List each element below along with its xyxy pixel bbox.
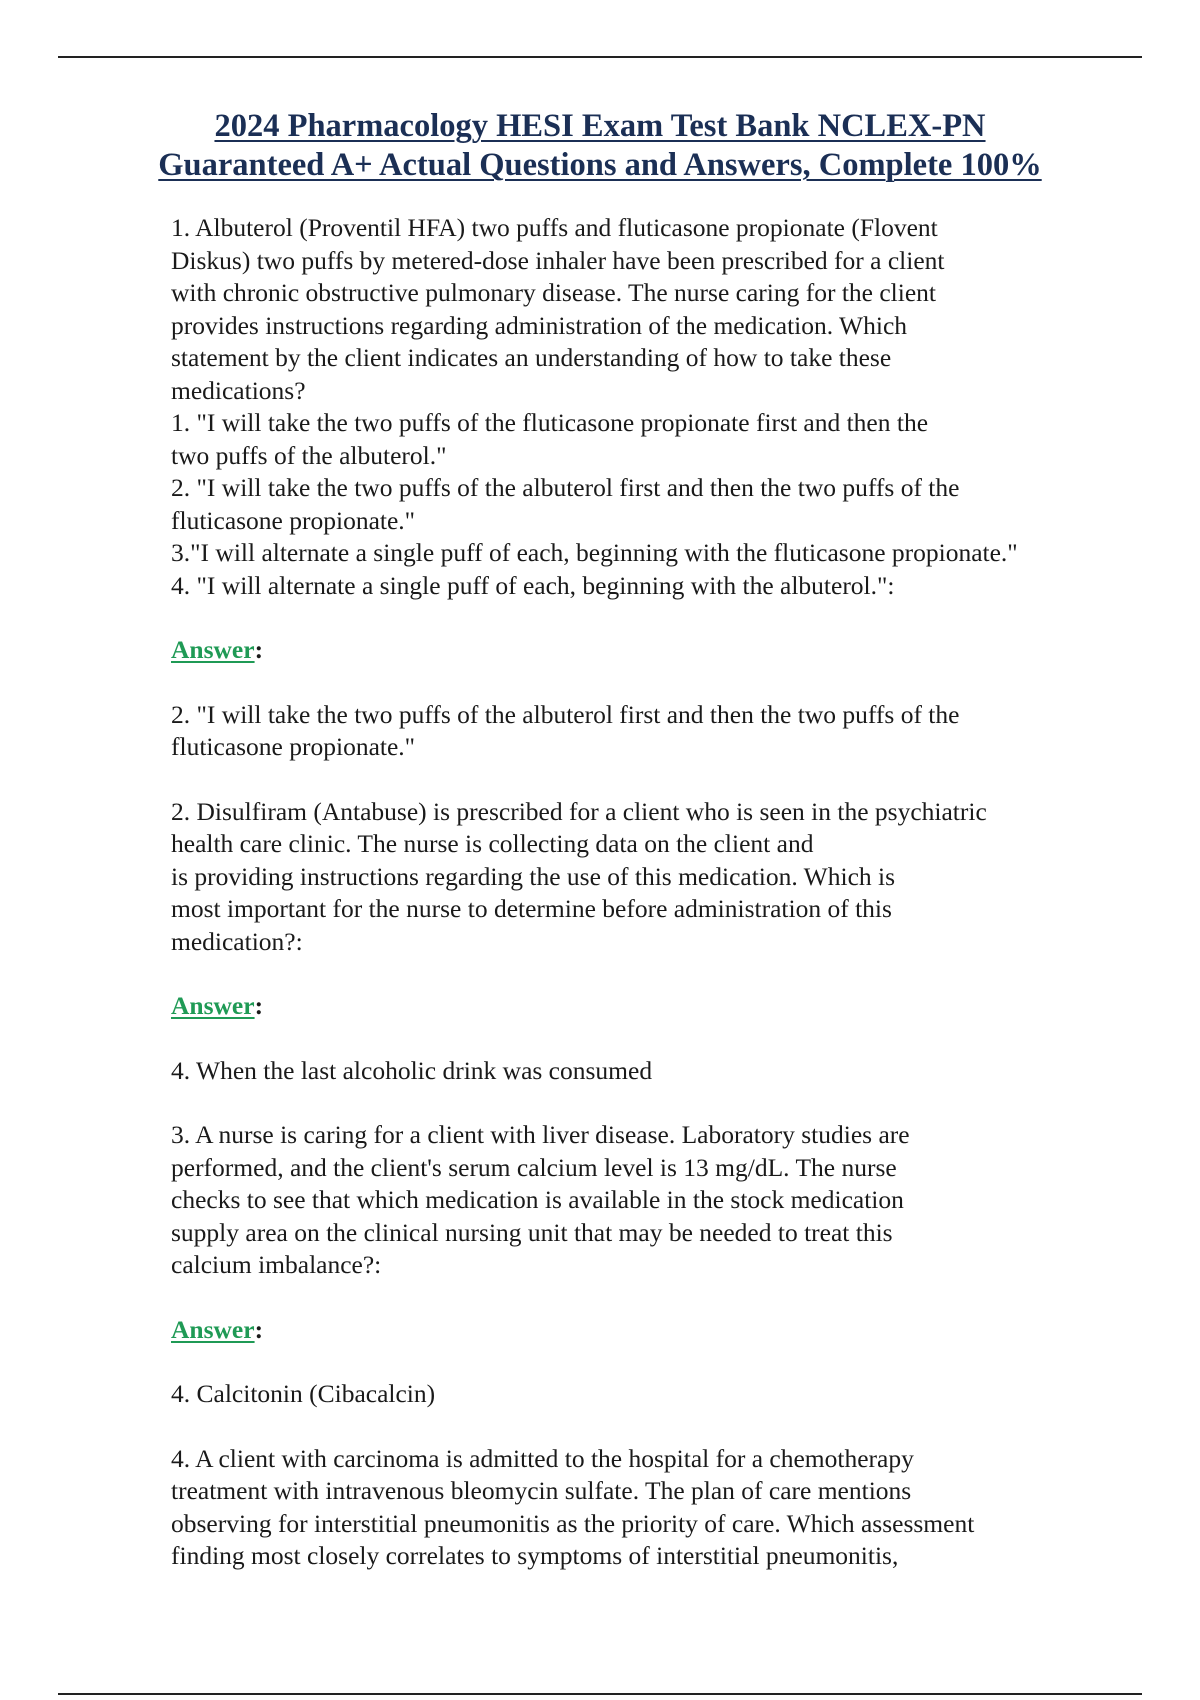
spacer xyxy=(171,1282,1171,1314)
question-line: medication?: xyxy=(171,926,303,956)
question-line: performed, and the client's serum calcium level is 13 mg/dL. The nurse xyxy=(171,1152,897,1182)
title-line-2: Guaranteed A+ Actual Questions and Answers, Complete 100% xyxy=(158,147,1042,183)
answer-1 xyxy=(171,699,1171,764)
question-line: calcium imbalance?: xyxy=(171,1250,382,1279)
question-line: with chronic obstructive pulmonary disease. The nurse caring for the client xyxy=(171,278,936,307)
answer-word: Answer xyxy=(171,991,255,1020)
question-line: statement by the client indicates an understanding of how to take these xyxy=(171,343,892,372)
question-4 xyxy=(171,1443,1171,1573)
question-2 xyxy=(171,796,1171,959)
top-rule xyxy=(58,56,1142,58)
spacer xyxy=(171,1411,1171,1443)
question-line: 1. Albuterol (Proventil HFA) two puffs and fluticasone propionate (Flovent xyxy=(171,213,938,242)
bottom-rule xyxy=(58,1693,1142,1695)
question-1 xyxy=(171,212,1171,602)
answer-colon: : xyxy=(254,1314,264,1344)
spacer xyxy=(171,602,1171,634)
question-line: 2. Disulfiram (Antabuse) is prescribed for a client who is seen in the psychiatric xyxy=(171,796,987,826)
spacer xyxy=(171,764,1171,796)
question-line: most important for the nurse to determine before administration of this xyxy=(171,894,892,923)
answer-label xyxy=(171,1314,1171,1347)
answer-label xyxy=(171,990,1171,1023)
question-line: checks to see that which medication is available in the stock medication xyxy=(171,1185,904,1214)
spacer xyxy=(171,1346,1171,1378)
option-line: fluticasone propionate." xyxy=(171,505,416,535)
question-line: observing for interstitial pneumonitis as the priority of care. Which assessment xyxy=(171,1508,975,1538)
title-line-1: 2024 Pharmacology HESI Exam Test Bank NCLEX-PN xyxy=(214,108,986,144)
answer-colon: : xyxy=(254,635,264,664)
question-line: finding most closely correlates to symptoms of interstitial pneumonitis, xyxy=(171,1541,899,1570)
question-line: health care clinic. The nurse is collecting data on the client and xyxy=(171,829,814,858)
answer-line: 4. Calcitonin (Cibacalcin) xyxy=(171,1379,436,1408)
spacer xyxy=(171,958,1171,990)
option-line: two puffs of the albuterol." xyxy=(171,440,447,470)
document-title xyxy=(0,107,1200,185)
question-line: 3. A nurse is caring for a client with liver disease. Laboratory studies are xyxy=(171,1120,910,1149)
question-3 xyxy=(171,1119,1171,1282)
option-line: 4. "I will alternate a single puff of each, beginning with the albuterol.": xyxy=(171,570,895,600)
answer-line: 2. "I will take the two puffs of the albuterol first and then the two puffs of the xyxy=(171,699,960,729)
answer-3 xyxy=(171,1378,1171,1411)
spacer xyxy=(171,667,1171,699)
answer-word: Answer xyxy=(171,635,255,664)
spacer xyxy=(171,1087,1171,1119)
spacer xyxy=(171,1023,1171,1055)
option-line: 1. "I will take the two puffs of the fluticasone propionate first and then the xyxy=(171,408,929,437)
answer-line: fluticasone propionate." xyxy=(171,732,416,761)
document-body xyxy=(171,212,1171,1573)
question-line: 4. A client with carcinoma is admitted to the hospital for a chemotherapy xyxy=(171,1443,914,1473)
question-line: medications? xyxy=(171,375,306,405)
question-line: supply area on the clinical nursing unit that may be needed to treat this xyxy=(171,1217,893,1247)
question-line: treatment with intravenous bleomycin sulfate. The plan of care mentions xyxy=(171,1476,912,1505)
answer-label xyxy=(171,634,1171,667)
question-line: Diskus) two puffs by metered-dose inhaler have been prescribed for a client xyxy=(171,245,945,275)
answer-colon: : xyxy=(254,991,264,1020)
question-line: is providing instructions regarding the use of this medication. Which is xyxy=(171,861,896,891)
question-line: provides instructions regarding administration of the medication. Which xyxy=(171,310,908,340)
answer-word: Answer xyxy=(171,1314,255,1344)
answer-2 xyxy=(171,1055,1171,1088)
answer-line: 4. When the last alcoholic drink was consumed xyxy=(171,1055,653,1085)
option-line: 3."I will alternate a single puff of each, beginning with the fluticasone propionate." xyxy=(171,538,1018,567)
option-line: 2. "I will take the two puffs of the albuterol first and then the two puffs of the xyxy=(171,473,960,502)
